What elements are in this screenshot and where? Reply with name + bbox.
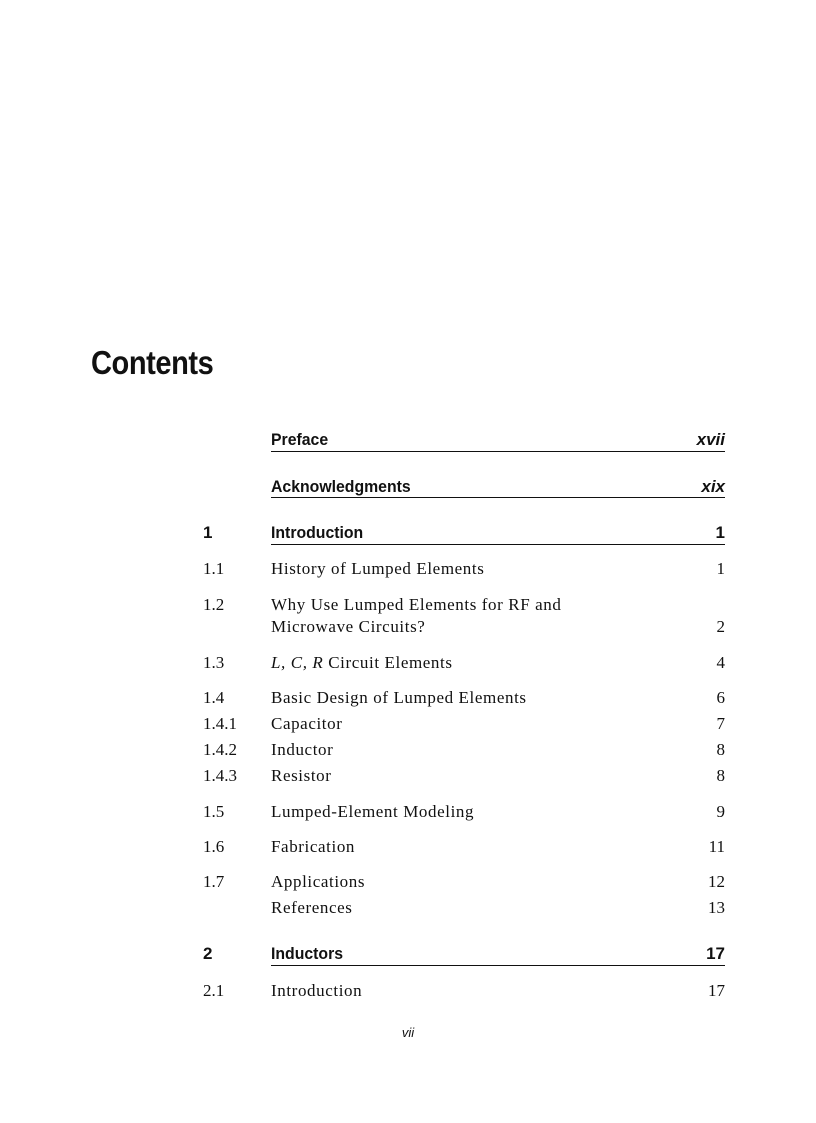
divider-rule — [271, 965, 725, 966]
toc-number: 1.6 — [203, 837, 225, 856]
toc-number: 1.4.1 — [203, 714, 237, 733]
toc-title — [271, 653, 453, 673]
toc-title-variables: L, C, R — [271, 653, 324, 672]
toc-title: References — [271, 898, 353, 917]
toc-title: Resistor — [271, 766, 332, 785]
toc-number: 1.4.3 — [203, 766, 237, 785]
toc-number: 1.4.2 — [203, 740, 237, 759]
toc-title: Inductor — [271, 740, 334, 759]
toc-page: 1 — [716, 559, 725, 578]
toc-title: Introduction — [271, 981, 363, 1000]
toc-page: 8 — [716, 766, 725, 785]
toc-title: Inductors — [271, 944, 344, 963]
toc-page: xix — [701, 477, 725, 496]
toc-title: Applications — [271, 872, 366, 891]
toc-page: 1 — [715, 523, 725, 542]
toc-title: History of Lumped Elements — [271, 559, 485, 578]
divider-rule — [271, 451, 725, 452]
toc-page: 6 — [716, 688, 725, 707]
toc-page: 7 — [716, 714, 725, 733]
toc-number: 2.1 — [203, 981, 225, 1000]
toc-number: 1.7 — [203, 872, 225, 891]
toc-title: Fabrication — [271, 837, 356, 856]
toc-page: xvii — [696, 430, 725, 449]
page-title: Contents — [91, 344, 214, 381]
toc-title-line-1: Why Use Lumped Elements for RF and — [271, 595, 562, 614]
toc-title: Basic Design of Lumped Elements — [271, 688, 527, 707]
toc-number: 1.1 — [203, 559, 225, 578]
toc-number: 2 — [203, 944, 213, 963]
toc-page: 11 — [708, 837, 725, 856]
toc-page: 13 — [708, 898, 725, 917]
toc-page: 9 — [716, 802, 725, 821]
toc-title: Preface — [271, 430, 329, 449]
toc-title: Introduction — [271, 523, 364, 542]
divider-rule — [271, 544, 725, 545]
toc-title: Capacitor — [271, 714, 343, 733]
toc-page: 17 — [708, 981, 725, 1000]
toc-page: 17 — [706, 944, 725, 963]
toc-title-line-2: Microwave Circuits? — [271, 617, 426, 636]
toc-page: 2 — [716, 617, 725, 636]
toc-number: 1 — [203, 523, 213, 542]
toc-title: Acknowledgments — [271, 477, 411, 496]
toc-page: 8 — [716, 740, 725, 759]
toc-page: 12 — [708, 872, 725, 891]
toc-number: 1.2 — [203, 595, 225, 614]
toc-page: 4 — [716, 653, 725, 672]
toc-number: 1.4 — [203, 688, 225, 707]
toc-number: 1.5 — [203, 802, 225, 821]
toc-number: 1.3 — [203, 653, 225, 672]
divider-rule — [271, 497, 725, 498]
page-folio: vii — [401, 1025, 415, 1040]
toc-title: Lumped-Element Modeling — [271, 802, 475, 821]
toc-title-rest: Circuit Elements — [323, 653, 453, 672]
